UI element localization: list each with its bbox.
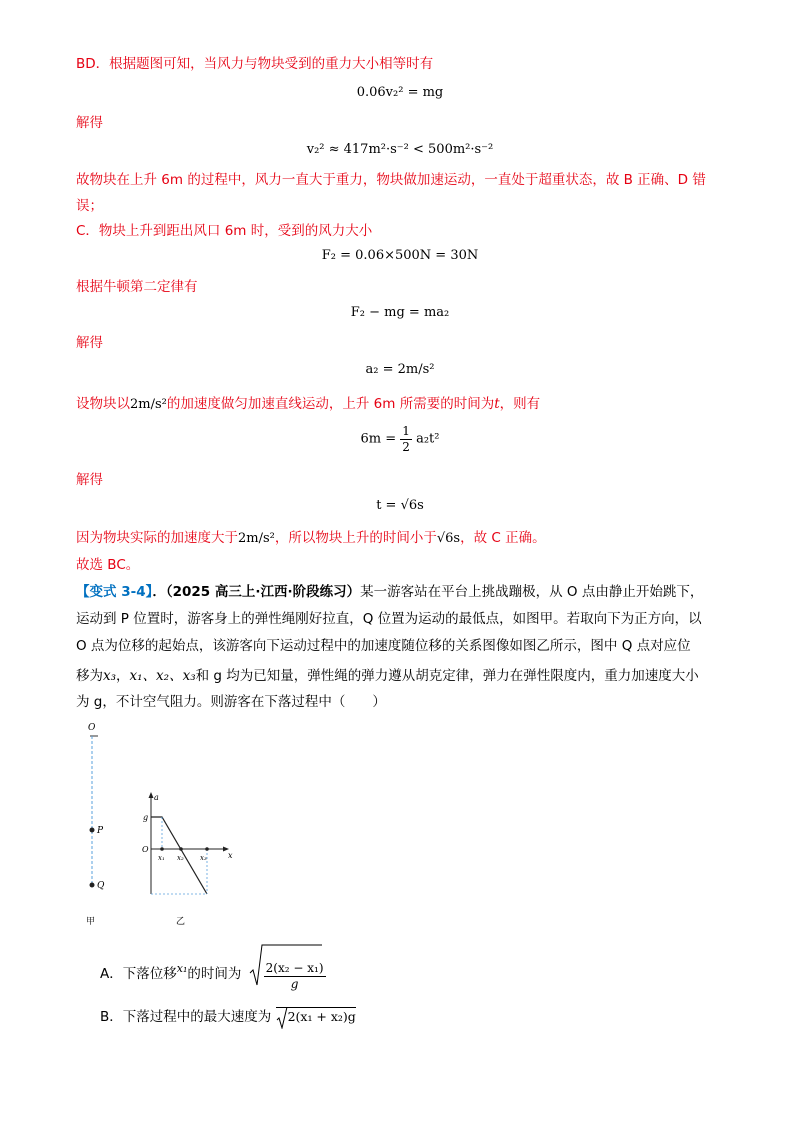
yi-label-g: g xyxy=(143,813,149,822)
because-end: ，故 C 正确。 xyxy=(460,530,546,546)
option-a-x1: x₁ xyxy=(176,962,188,975)
figure-yi xyxy=(136,790,246,930)
assume-end: ，则有 xyxy=(499,396,541,412)
solution-c-line: C．物块上升到距出风口 6m 时，受到的风力大小 xyxy=(76,223,373,239)
eq6-fraction xyxy=(400,424,412,455)
yi-label-o: O xyxy=(142,845,149,854)
equation-7: t = √6s xyxy=(376,498,424,513)
problem-text-1: 某一游客站在平台上挑战蹦极，从 O 点由静止开始跳下， xyxy=(360,584,704,600)
equation-3: F₂ = 0.06×500N = 30N xyxy=(321,248,479,263)
equation-1: 0.06v₂² = mg xyxy=(356,85,444,100)
option-a-formula xyxy=(248,960,326,996)
because-line xyxy=(76,528,546,549)
assume-post: 的加速度做匀加速直线运动，上升 6m 所需要的时间为 xyxy=(166,396,495,412)
jia-label-p: P xyxy=(97,826,104,836)
option-b xyxy=(100,1005,356,1029)
jia-point-q xyxy=(90,883,95,888)
yi-a-arrow xyxy=(149,792,154,798)
conclusion-line-1: 故物块在上升 6m 的过程中，风力一直大于重力，物块做加速运动，一直处于超重状态，故 B 正确、D 错 xyxy=(76,172,706,188)
eq6-left: 6m = xyxy=(360,431,397,447)
eq6-num: 1 xyxy=(402,424,410,438)
assume-t: t xyxy=(494,396,500,412)
figure-jia xyxy=(70,718,130,928)
assume-value: 2m/s² xyxy=(130,397,167,412)
choose-line: 故选 BC。 xyxy=(76,557,140,573)
equation-2: v₂² ≈ 417m²·s⁻² < 500m²·s⁻² xyxy=(306,142,494,157)
yi-caption: 乙 xyxy=(176,917,186,927)
line4-post: 和 g 均为已知量，弹性绳的弹力遵从胡克定律，弹力在弹性限度内，重力加速度大小 xyxy=(195,668,699,684)
jiede-1: 解得 xyxy=(76,115,103,131)
yi-label-x: x xyxy=(228,851,233,860)
option-b-radical xyxy=(276,1007,288,1029)
problem-line-4 xyxy=(76,666,699,686)
solution-bd-line: BD．根据题图可知，当风力与物块受到的重力大小相等时有 xyxy=(76,56,434,72)
assume-pre: 设物块以 xyxy=(76,396,130,412)
problem-tag: 【变式 3-4】 xyxy=(76,584,153,600)
problem-line-2: 运动到 P 位置时，游客身上的弹性绳刚好拉直，Q 位置为运动的最低点，如图甲。若取向下为正方向，以 xyxy=(76,611,702,627)
option-a-num: 2(x₂ − x₁) xyxy=(265,960,324,975)
option-a-pre: A．下落位移 xyxy=(100,966,177,982)
because-value-2: √6s xyxy=(436,531,461,546)
line4-pre: 移为 xyxy=(76,668,103,684)
problem-line-1 xyxy=(76,582,703,602)
yi-point-x1 xyxy=(160,847,164,851)
problem-source: ．（2025 高三上·江西·阶段练习） xyxy=(152,584,361,600)
problem-line-5: 为 g，不计空气阻力。则游客在下落过程中（ ） xyxy=(76,694,386,710)
eq6-den: 2 xyxy=(402,440,410,454)
yi-point-x2 xyxy=(179,847,183,851)
problem-line-3: O 点为位移的起始点，该游客向下运动过程中的加速度随位移的关系图像如图乙所示，图中 Q 点对应位 xyxy=(76,638,691,654)
line4-mid: ， xyxy=(116,668,130,684)
option-b-pre: B．下落过程中的最大速度为 xyxy=(100,1009,272,1025)
option-b-expression: 2(x₁ + x₂)g xyxy=(287,1009,356,1024)
option-a-post: 的时间为 xyxy=(187,966,242,982)
equation-6 xyxy=(0,424,800,464)
jiede-2: 解得 xyxy=(76,335,103,351)
conclusion-line-2: 误； xyxy=(76,198,103,214)
jia-label-o: O xyxy=(88,723,96,733)
jia-caption: 甲 xyxy=(86,917,96,927)
jiede-3: 解得 xyxy=(76,472,103,488)
jia-point-p xyxy=(90,828,95,833)
yi-label-x3: x₃ xyxy=(200,854,207,862)
yi-label-x2: x₂ xyxy=(177,854,184,862)
equation-4: F₂ − mg = ma₂ xyxy=(350,305,450,320)
because-mid: ，所以物块上升的时间小于 xyxy=(274,530,437,546)
option-b-formula xyxy=(276,1007,356,1026)
yi-label-a: a xyxy=(154,793,159,802)
yi-point-x3 xyxy=(205,847,209,851)
equation-5: a₂ = 2m/s² xyxy=(365,362,435,377)
yi-label-x1: x₁ xyxy=(158,854,165,862)
option-a-den: g xyxy=(290,976,299,991)
eq6-right: a₂t² xyxy=(416,431,440,447)
because-pre: 因为物块实际的加速度大于 xyxy=(76,530,238,546)
option-a-fraction xyxy=(264,961,326,992)
line4-x-vars: x₁、x₂、x₃ xyxy=(129,668,196,684)
because-value: 2m/s² xyxy=(238,531,275,546)
newton-line: 根据牛顿第二定律有 xyxy=(76,279,198,295)
jia-label-q: Q xyxy=(97,881,105,891)
line4-x3: x₃ xyxy=(103,668,117,684)
assume-line xyxy=(76,394,540,415)
option-a xyxy=(100,955,326,996)
